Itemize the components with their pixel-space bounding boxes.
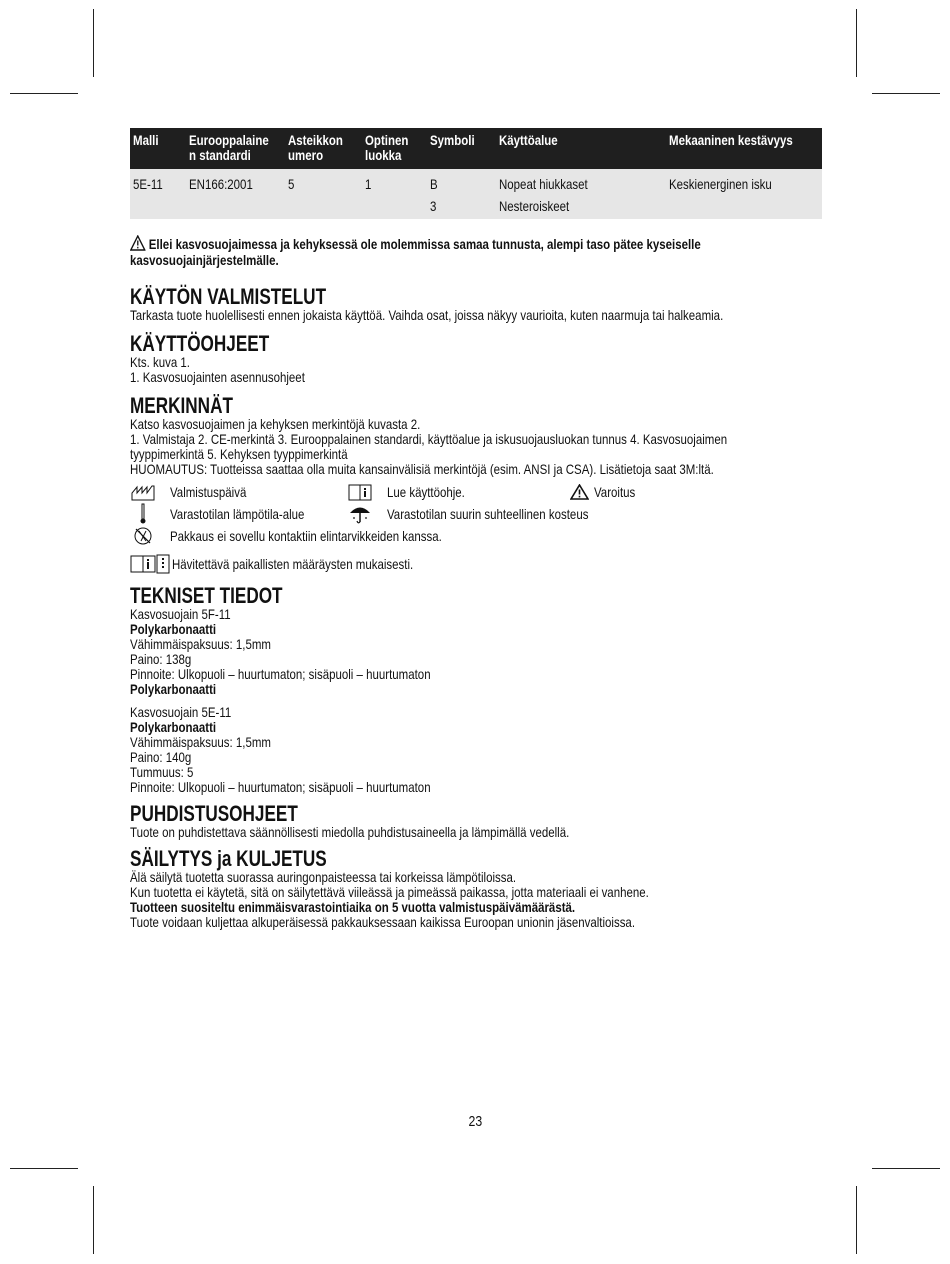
paragraph: Älä säilytä tuotetta suorassa auringonpaisteessa tai korkeissa lämpötiloissa. (130, 869, 517, 885)
header-cell: Eurooppalaine n standardi (186, 128, 285, 169)
header-cell: Optinen luokka (362, 128, 427, 169)
spec-line: Tummuus: 5 (130, 764, 194, 780)
section-title: PUHDISTUSOHJEET (130, 801, 298, 826)
crop-mark (93, 1186, 94, 1254)
section-title: TEKNISET TIEDOT (130, 583, 283, 608)
crop-mark (93, 9, 94, 77)
factory-icon (130, 482, 156, 502)
spec-line: Kasvosuojain 5E-11 (130, 704, 232, 720)
paragraph: 1. Valmistaja 2. CE-merkintä 3. Eurooppalainen standardi, käyttöalue ja iskusuojausluokan tunnus 4. Kasvosuojaimen tyyppimerkintä 5. Kehyksen tyyppimerkintä (130, 431, 728, 462)
symbol-manufacture-date: Valmistuspäivä (130, 482, 263, 502)
spec-line: Polykarbonaatti (130, 621, 217, 637)
table-header-row (130, 128, 822, 169)
table-cell: EN166:2001 (186, 169, 285, 219)
paragraph: Katso kasvosuojaimen ja kehyksen merkintöjä kuvasta 2. (130, 416, 421, 432)
table-cell: Keskienerginen isku (666, 169, 822, 219)
symbol-not-food-safe: Pakkaus ei sovellu kontaktiin elintarvikkeiden kanssa. (130, 526, 502, 546)
page-content (130, 128, 822, 930)
spec-line: Polykarbonaatti (130, 681, 217, 697)
spec-line: Paino: 138g (130, 651, 192, 667)
paragraph: HUOMAUTUS: Tuotteissa saattaa olla muita kansainvälisiä merkintöjä (esim. ANSI ja CSA). Lisätietoja saat 3M:ltä. (130, 461, 714, 477)
header-cell: Asteikkon umero (285, 128, 362, 169)
spec-line: Pinnoite: Ulkopuoli – huurtumaton; sisäpuoli – huurtumaton (130, 666, 431, 682)
section-title: MERKINNÄT (130, 393, 233, 418)
symbol-row (130, 553, 822, 575)
table-cell: B 3 (427, 169, 496, 219)
warning-text: Ellei kasvosuojaimessa ja kehyksessä ole molemmissa samaa tunnusta, alempi taso pätee kyseiselle kasvosuojainjärjestelmälle. (130, 236, 701, 268)
spec-line: Kasvosuojain 5F-11 (130, 606, 231, 622)
crop-mark (10, 93, 78, 94)
symbol-disposal: Hävitettävä paikallisten määräysten mukaisesti. (130, 554, 466, 574)
warning-icon (130, 235, 146, 251)
crop-mark (10, 1168, 78, 1169)
manual-icon (347, 482, 373, 502)
symbol-read-manual: Lue käyttöohje. (347, 482, 482, 502)
thermometer-icon (130, 504, 156, 524)
symbol-humidity: Varastotilan suurin suhteellinen kosteus (347, 504, 633, 524)
header-cell: Symboli (427, 128, 496, 169)
table-cell: 5 (285, 169, 362, 219)
spec-table (130, 128, 822, 219)
crop-mark (856, 9, 857, 77)
spec-line: Vähimmäispaksuus: 1,5mm (130, 636, 272, 652)
spec-line: Pinnoite: Ulkopuoli – huurtumaton; sisäpuoli – huurtumaton (130, 779, 431, 795)
table-cell: 1 (362, 169, 427, 219)
crop-mark (856, 1186, 857, 1254)
paragraph: Tuote on puhdistettava säännöllisesti miedolla puhdistusaineella ja lämpimällä vedellä. (130, 824, 570, 840)
section-title: KÄYTTÖOHJEET (130, 331, 270, 356)
section-title: KÄYTÖN VALMISTELUT (130, 284, 327, 309)
crop-mark (872, 93, 940, 94)
crop-mark (872, 1168, 940, 1169)
paragraph: 1. Kasvosuojainten asennusohjeet (130, 369, 305, 385)
umbrella-icon (347, 504, 373, 524)
table-cell: Nopeat hiukkaset Nesteroiskeet (496, 169, 666, 219)
paragraph: Kun tuotetta ei käytetä, sitä on säilytettävä viileässä ja pimeässä paikassa, jotta materiaali ei vanhene. (130, 884, 649, 900)
table-row (130, 169, 822, 219)
spec-line: Polykarbonaatti (130, 719, 217, 735)
symbol-warning: Varoitus (568, 482, 644, 502)
header-cell: Malli (130, 128, 186, 169)
disposal-manual-icon (130, 554, 170, 574)
paragraph: Tuotteen suositeltu enimmäisvarastointiaika on 5 vuotta valmistuspäivämäärästä. (130, 899, 576, 915)
symbol-row (130, 481, 822, 503)
page-number: 23 (468, 1113, 482, 1130)
paragraph: Tuote voidaan kuljettaa alkuperäisessä pakkauksessaan kaikissa Euroopan unionin jäsenvaltioissa. (130, 914, 636, 930)
symbol-temperature: Varastotilan lämpötila-alue (130, 504, 334, 524)
table-cell: 5E-11 (130, 169, 186, 219)
symbol-row (130, 525, 822, 547)
spec-line: Vähimmäispaksuus: 1,5mm (130, 734, 272, 750)
header-cell: Käyttöalue (496, 128, 666, 169)
warning-note (130, 235, 822, 268)
paragraph: Kts. kuva 1. (130, 354, 190, 370)
header-cell: Mekaaninen kestävyys (666, 128, 822, 169)
symbol-row (130, 503, 822, 525)
spec-line: Paino: 140g (130, 749, 192, 765)
paragraph: Tarkasta tuote huolellisesti ennen jokaista käyttöä. Vaihda osat, joissa näkyy vaurioita, kuten naarmuja tai halkeamia. (130, 307, 724, 323)
warning-icon (568, 482, 590, 502)
section-title: SÄILYTYS ja KULJETUS (130, 846, 327, 871)
no-food-contact-icon (130, 526, 156, 546)
